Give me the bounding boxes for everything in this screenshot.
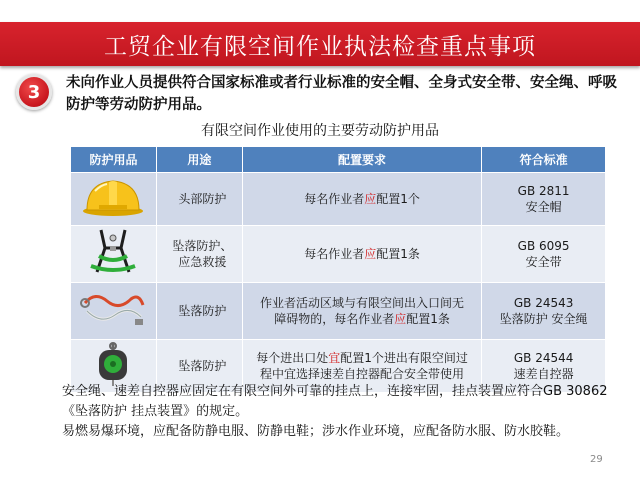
use-text: 应急救援 — [178, 255, 227, 269]
item-image-cell — [71, 226, 157, 283]
use-text: 头部防护 — [178, 192, 227, 206]
header-standard: 符合标准 — [482, 147, 606, 173]
note-environment: 易燃易爆环境，应配备防静电服、防静电鞋；涉水作业环境，应配备防水服、防水胶鞋。 — [62, 424, 570, 439]
helmet-icon — [75, 175, 151, 219]
requirement-text: 作业者活动区域与有限空间出入口间无 — [260, 296, 465, 310]
table-row — [71, 173, 606, 226]
header-item: 防护用品 — [71, 147, 157, 173]
use-text: 坠落防护、 — [172, 239, 233, 253]
table-header-row — [71, 147, 606, 173]
use-text: 坠落防护 — [178, 359, 227, 373]
slide-title: 工贸企业有限空间作业执法检查重点事项 — [104, 33, 536, 60]
requirement-cell — [242, 226, 481, 283]
item-image-cell — [71, 173, 157, 226]
requirement-text: 障碍物的，每名作业者 — [274, 312, 395, 326]
notes — [62, 382, 622, 442]
requirement-cell — [242, 173, 481, 226]
harness-icon — [75, 228, 151, 276]
standard-cell — [482, 283, 606, 340]
requirement-line — [243, 350, 481, 366]
standard-name: 坠落防护 安全绳 — [499, 312, 588, 326]
header-use: 用途 — [156, 147, 242, 173]
table-row — [71, 226, 606, 283]
standard-code: GB 6095 — [517, 239, 570, 253]
use-text: 坠落防护 — [178, 304, 227, 318]
standard-cell — [482, 173, 606, 226]
standard-name: 安全帽 — [525, 200, 562, 214]
requirement-text: 配置1条 — [406, 312, 450, 326]
item-image-cell — [71, 283, 157, 340]
ppe-table — [70, 146, 606, 393]
rope-icon — [75, 285, 151, 333]
standard-cell — [482, 226, 606, 283]
requirement-emphasis: 应 — [364, 247, 377, 261]
requirement-emphasis: 宜 — [328, 351, 341, 365]
requirement-text: 每名作业者 — [304, 192, 365, 206]
use-cell — [156, 226, 242, 283]
requirement-text: 程中宜选择速差自控器配合安全带使用 — [260, 367, 465, 381]
requirement-text: 每名作业者 — [304, 247, 365, 261]
number-badge — [16, 74, 52, 110]
note-anchorage: 安全绳、速差自控器应固定在有限空间外可靠的挂点上，连接牢固，挂点装置应符合GB 30862《坠落防护 挂点装置》的规定。 — [62, 384, 608, 419]
self-retracting-device-icon — [75, 342, 151, 386]
standard-code: GB 24544 — [513, 351, 574, 365]
requirement-text: 每个进出口处 — [256, 351, 329, 365]
standard-name: 速差自控器 — [513, 367, 574, 381]
requirement-line — [243, 311, 481, 327]
requirement-text: 配置1条 — [376, 247, 420, 261]
standard-code: GB 2811 — [517, 184, 570, 198]
requirement-cell — [242, 283, 481, 340]
requirement-text: 配置1个 — [376, 192, 420, 206]
title-bar — [0, 22, 640, 66]
badge-number: 3 — [27, 81, 41, 103]
header-requirement: 配置要求 — [242, 147, 481, 173]
table-row — [71, 283, 606, 340]
use-cell — [156, 173, 242, 226]
table-title: 有限空间作业使用的主要劳动防护用品 — [201, 123, 439, 139]
standard-name: 安全带 — [525, 255, 562, 269]
standard-code: GB 24543 — [513, 296, 574, 310]
requirement-emphasis: 应 — [364, 192, 377, 206]
intro-text: 未向作业人员提供符合国家标准或者行业标准的安全帽、全身式安全带、安全绳、呼吸防护等劳动防护用品。 — [66, 75, 617, 113]
use-cell — [156, 283, 242, 340]
page-number: 29 — [590, 454, 603, 465]
requirement-text: 配置1个进出有限空间过 — [340, 351, 468, 365]
requirement-emphasis: 应 — [394, 312, 407, 326]
